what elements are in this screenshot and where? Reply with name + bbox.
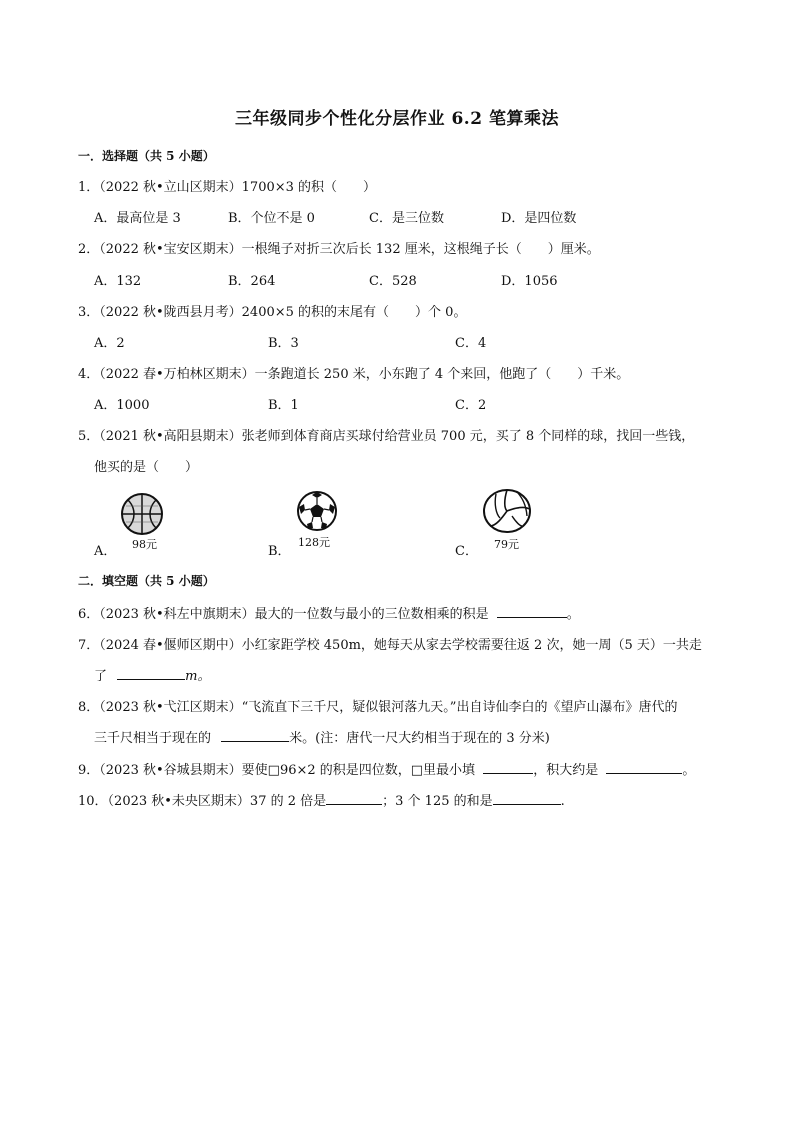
answer-blank[interactable] [497,605,567,618]
question-2: 2．（2022 秋•宝安区期末）一根绳子对折三次后长 132 厘米，这根绳子长（ ）厘米。 [78,242,600,257]
question-10-part-1: 10．（2023 秋•未央区期末）37 的 2 倍是 [78,794,327,809]
question-6-text: 6．（2023 秋•科左中旗期末）最大的一位数与最小的三位数相乘的积是 [78,607,489,622]
basketball-icon [120,492,164,540]
question-8-line-2 [94,727,550,746]
question-7-line-2 [94,665,210,684]
answer-blank[interactable] [606,761,682,774]
answer-blank[interactable] [326,792,382,805]
question-9-end: 。 [682,763,696,778]
option-a: A．1000 [94,398,150,413]
question-8-start: 三千尺相当于现在的 [94,731,212,746]
option-b-price: 128元 [298,536,330,549]
question-5-line-2: 他买的是（ ） [94,460,199,475]
option-b-letter: B． [268,544,291,559]
question-6-end: 。 [566,607,580,622]
option-b: B．264 [228,274,276,289]
section-heading-fill: 二．填空题（共 5 小题） [78,574,215,588]
question-10-end: . [560,794,565,809]
option-c: C．4 [455,336,487,351]
question-10-part-2: ；3 个 125 的和是 [382,794,493,809]
option-c-letter: C． [455,544,478,559]
question-8-line-1: 8．（2023 秋•弋江区期末）“飞流直下三千尺，疑似银河落九天。”出自诗仙李白的《望庐山瀑布》唐代的 [78,700,678,715]
option-c: C．528 [369,274,417,289]
question-5-options [94,488,594,558]
option-c: C．是三位数 [369,211,444,226]
question-1: 1．（2022 秋•立山区期末）1700×3 的积（ ） [78,180,377,195]
question-9-part-2: ，积大约是 [533,763,599,778]
option-b: B．3 [268,336,299,351]
soccer-ball-icon [296,490,338,536]
answer-blank[interactable] [483,761,533,774]
option-a: A．最高位是 3 [94,211,181,226]
option-c-price: 79元 [494,538,519,551]
question-7-end: m。 [185,669,211,684]
option-a: A．132 [94,274,142,289]
question-5-line-1: 5．（2021 秋•高阳县期末）张老师到体育商店买球付给营业员 700 元，买了 8 个同样的球，找回一些钱， [78,429,695,444]
question-6 [78,603,580,622]
option-a-letter: A． [94,544,117,559]
question-7-line-1: 7．（2024 春•偃师区期中）小红家距学校 450m，她每天从家去学校需要往返 2 次，她一周（5 天）一共走 [78,638,702,653]
question-4: 4．（2022 春•万柏林区期末）一条跑道长 250 米，小东跑了 4 个来回，他跑了（ ）千米。 [78,367,630,382]
answer-blank[interactable] [493,792,561,805]
question-7-start: 了 [94,669,108,684]
option-b: B．个位不是 0 [228,211,315,226]
question-3: 3．（2022 秋•陇西县月考）2400×5 的积的末尾有（ ）个 0。 [78,305,467,320]
option-a-price: 98元 [132,538,157,551]
answer-blank[interactable] [117,667,185,680]
question-8-end: 米。(注：唐代一尺大约相当于现在的 3 分米) [289,731,550,746]
option-d: D．是四位数 [501,211,577,226]
question-9 [78,759,695,778]
answer-blank[interactable] [221,729,289,742]
page-title: 三年级同步个性化分层作业 6.2 笔算乘法 [235,109,559,129]
section-heading-choice: 一．选择题（共 5 小题） [78,149,215,163]
volleyball-icon [482,488,532,538]
option-a: A．2 [94,336,125,351]
option-d: D．1056 [501,274,558,289]
question-10 [78,790,565,809]
option-b: B．1 [268,398,299,413]
option-c: C．2 [455,398,487,413]
question-9-part-1: 9．（2023 秋•谷城县期末）要使□96×2 的积是四位数，□里最小填 [78,763,476,778]
